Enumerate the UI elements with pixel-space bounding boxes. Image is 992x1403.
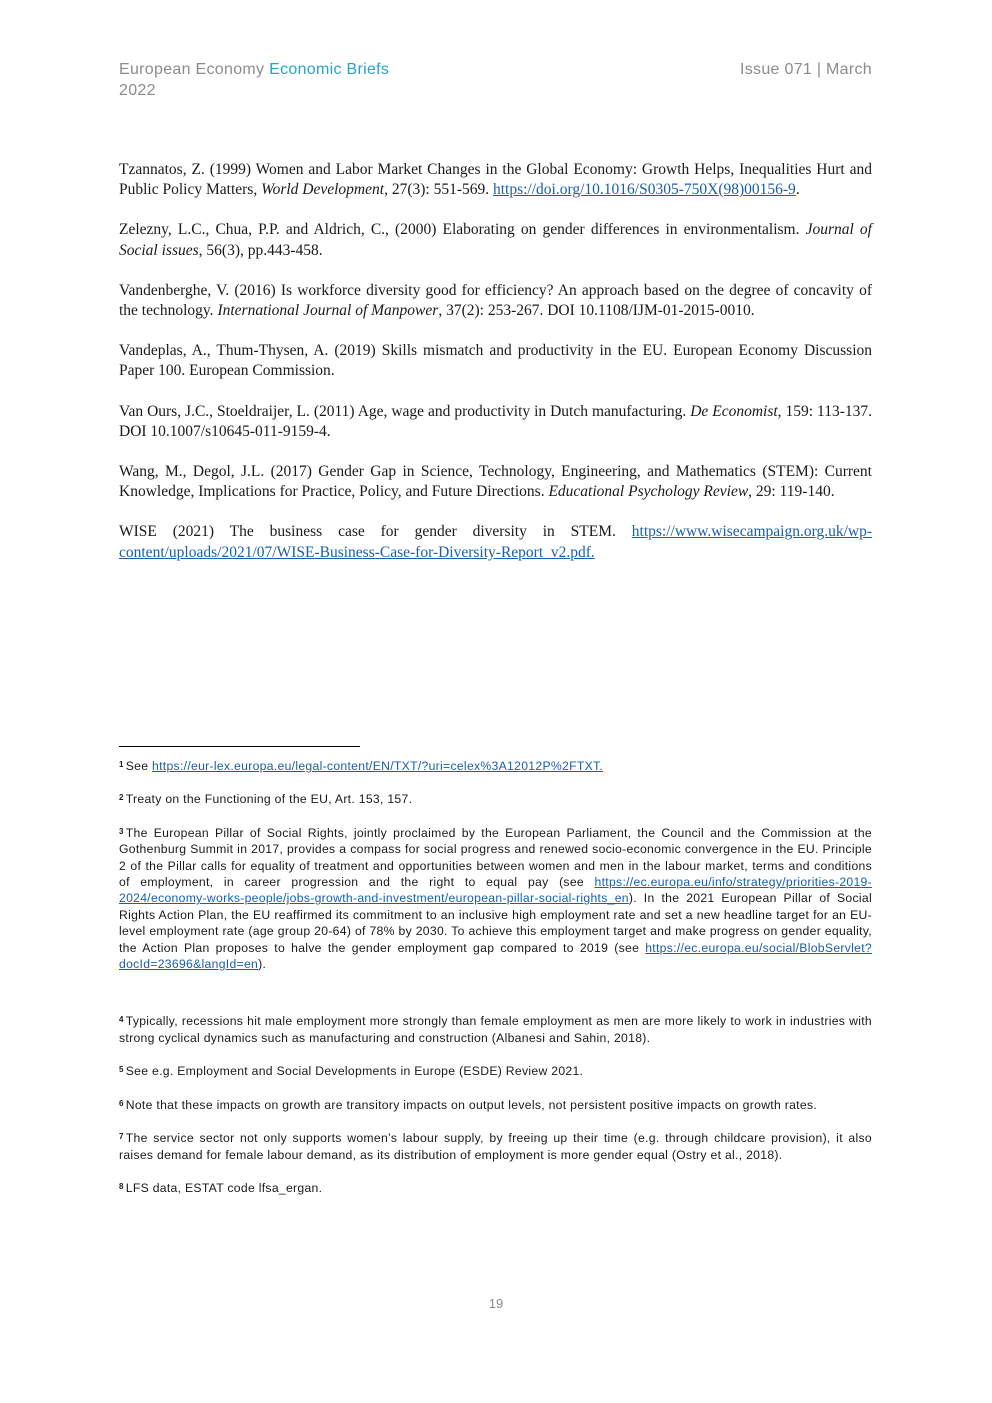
footnote-separator bbox=[119, 746, 360, 747]
footnote-text-continued: ). In the 2021 European Pillar of Social Rights Action Plan, the EU reaffirmed its commitment to an inclusive high employment rate and set a new headline target for an EU-level employment rate (age group 20-64) of 78% by 2030. To achieve this employment target and make progress on gender equality, the Action Plan proposes to halve the gender employment gap compared to 2019 (see bbox=[119, 891, 872, 955]
reference-journal: World Development bbox=[261, 181, 385, 199]
footnote-link[interactable]: https://eur-lex.europa.eu/legal-content/EN/TXT/?uri=celex%3A12012P%2FTXT. bbox=[152, 759, 604, 773]
footnote-text: Note that these impacts on growth are transitory impacts on output levels, not persistent positive impacts on growth rates. bbox=[125, 1097, 818, 1112]
issue-label: Issue 071 | March bbox=[740, 61, 872, 78]
reference-journal: International Journal of Manpower bbox=[217, 302, 439, 320]
issue-year: 2022 bbox=[119, 82, 156, 99]
footnote-6 bbox=[119, 1096, 872, 1113]
reference-text: Wang, M., Degol, J.L. (2017) Gender Gap in Science, Technology, Engineering, and Mathematics (STEM): Current Knowledge, Implications for Practice, Policy, and Future Directions. bbox=[119, 463, 872, 501]
footnote-4 bbox=[119, 1012, 872, 1046]
footnote-text: Treaty on the Functioning of the EU, Art. 153, 157. bbox=[125, 792, 413, 807]
reference-item bbox=[119, 160, 872, 200]
reference-text: WISE (2021) The business case for gender diversity in STEM. bbox=[119, 523, 632, 541]
footnote-text: The service sector not only supports women’s labour supply, by freeing up their time (e.g. through childcare provision), it also raises demand for female labour demand, as its distribution of employment is more gender equal (Ostry et al., 2018). bbox=[119, 1131, 872, 1162]
footnote-number: 7 bbox=[119, 1132, 124, 1142]
footnote-number: 6 bbox=[119, 1098, 124, 1108]
reference-journal: Educational Psychology Review bbox=[548, 483, 749, 501]
reference-details: , 27(3): 551-569. bbox=[384, 181, 493, 199]
reference-link[interactable]: https://www.wisecampaign.org.uk/wp-content/uploads/2021/07/WISE-Business-Case-for-Diversity-Report_v2.pdf. bbox=[119, 523, 872, 561]
page-header bbox=[119, 60, 872, 104]
footnote-number: 8 bbox=[119, 1181, 124, 1191]
footnote-tail: ). bbox=[258, 957, 267, 972]
footnote-text: Typically, recessions hit male employment more strongly than female employment as men are more likely to work in industries with strong cyclical dynamics such as manufacturing and construction (Albanesi and Sahin, 2018). bbox=[119, 1014, 872, 1045]
reference-item bbox=[119, 402, 872, 442]
footnote-number: 5 bbox=[119, 1065, 124, 1075]
reference-item bbox=[119, 522, 872, 562]
footnote-number: 3 bbox=[119, 826, 124, 836]
reference-details: , 29: 119-140. bbox=[748, 483, 835, 501]
reference-journal: De Economist bbox=[690, 402, 778, 420]
footnote-text: The European Pillar of Social Rights, jointly proclaimed by the European Parliament, the Council and the Commission at the Gothenburg Summit in 2017, provides a compass for social progress and renewed socio-economic convergence in the EU. Principle 2 of the Pillar calls for equality of treatment and opportunities between women and men in the labour market, terms and conditions of employment, in career progression and the right to equal pay (see bbox=[119, 825, 872, 890]
reference-text: Vandeplas, A., Thum-Thysen, A. (2019) Skills mismatch and productivity in the EU. European Economy Discussion Paper 100. European Commission. bbox=[119, 342, 872, 380]
footnote-8 bbox=[119, 1179, 872, 1196]
footnote-5 bbox=[119, 1062, 872, 1079]
brand-accent: Economic Briefs bbox=[269, 61, 390, 78]
footnote-text: See e.g. Employment and Social Developments in Europe (ESDE) Review 2021. bbox=[125, 1064, 584, 1079]
reference-text: Zelezny, L.C., Chua, P.P. and Aldrich, C., (2000) Elaborating on gender differences in environmentalism. bbox=[119, 221, 806, 239]
reference-text: Tzannatos, Z. (1999) Women and Labor Market Changes in the Global Economy: Growth Helps, Inequalities Hurt and Public Policy Matters, bbox=[119, 161, 872, 199]
footnote-link-2[interactable]: https://ec.europa.eu/social/BlobServlet?docId=23696&langId=en bbox=[119, 940, 872, 972]
reference-item bbox=[119, 462, 872, 502]
reference-details: , 56(3), pp.443-458. bbox=[198, 241, 323, 259]
footnotes bbox=[119, 757, 872, 1212]
reference-item bbox=[119, 220, 872, 260]
reference-item bbox=[119, 281, 872, 321]
reference-details: , 37(2): 253-267. DOI 10.1108/IJM-01-2015-0010. bbox=[438, 302, 755, 320]
footnote-number: 4 bbox=[119, 1015, 124, 1025]
reference-text: Vandenberghe, V. (2016) Is workforce diversity good for efficiency? An approach based on the degree of concavity of the technology. bbox=[119, 281, 872, 320]
reference-journal: Journal of Social issues bbox=[119, 221, 872, 259]
footnote-number: 2 bbox=[119, 793, 124, 803]
footnote-text: LFS data, ESTAT code lfsa_ergan. bbox=[125, 1180, 323, 1195]
footnote-number: 1 bbox=[119, 760, 124, 769]
reference-link[interactable]: https://doi.org/10.1016/S0305-750X(98)00156-9 bbox=[492, 181, 796, 199]
reference-tail: . bbox=[795, 181, 800, 199]
footnote-link[interactable]: https://ec.europa.eu/info/strategy/priorities-2019-2024/economy-works-people/jobs-growth-and-investment/european-pillar-social-rights_en bbox=[119, 875, 872, 906]
footnote-1 bbox=[119, 757, 872, 774]
page-number: 19 bbox=[488, 1296, 504, 1311]
footnote-7 bbox=[119, 1129, 872, 1163]
reference-text: Van Ours, J.C., Stoeldraijer, L. (2011) Age, wage and productivity in Dutch manufacturing. bbox=[119, 402, 691, 420]
reference-item bbox=[119, 341, 872, 381]
footnote-text: See bbox=[125, 759, 153, 773]
footnote-3 bbox=[119, 824, 872, 973]
brand-prefix: European Economy bbox=[119, 61, 265, 78]
footnote-2 bbox=[119, 790, 872, 807]
reference-list bbox=[119, 160, 872, 583]
reference-details: , 159: 113-137. DOI 10.1007/s10645-011-9159-4. bbox=[119, 402, 872, 440]
